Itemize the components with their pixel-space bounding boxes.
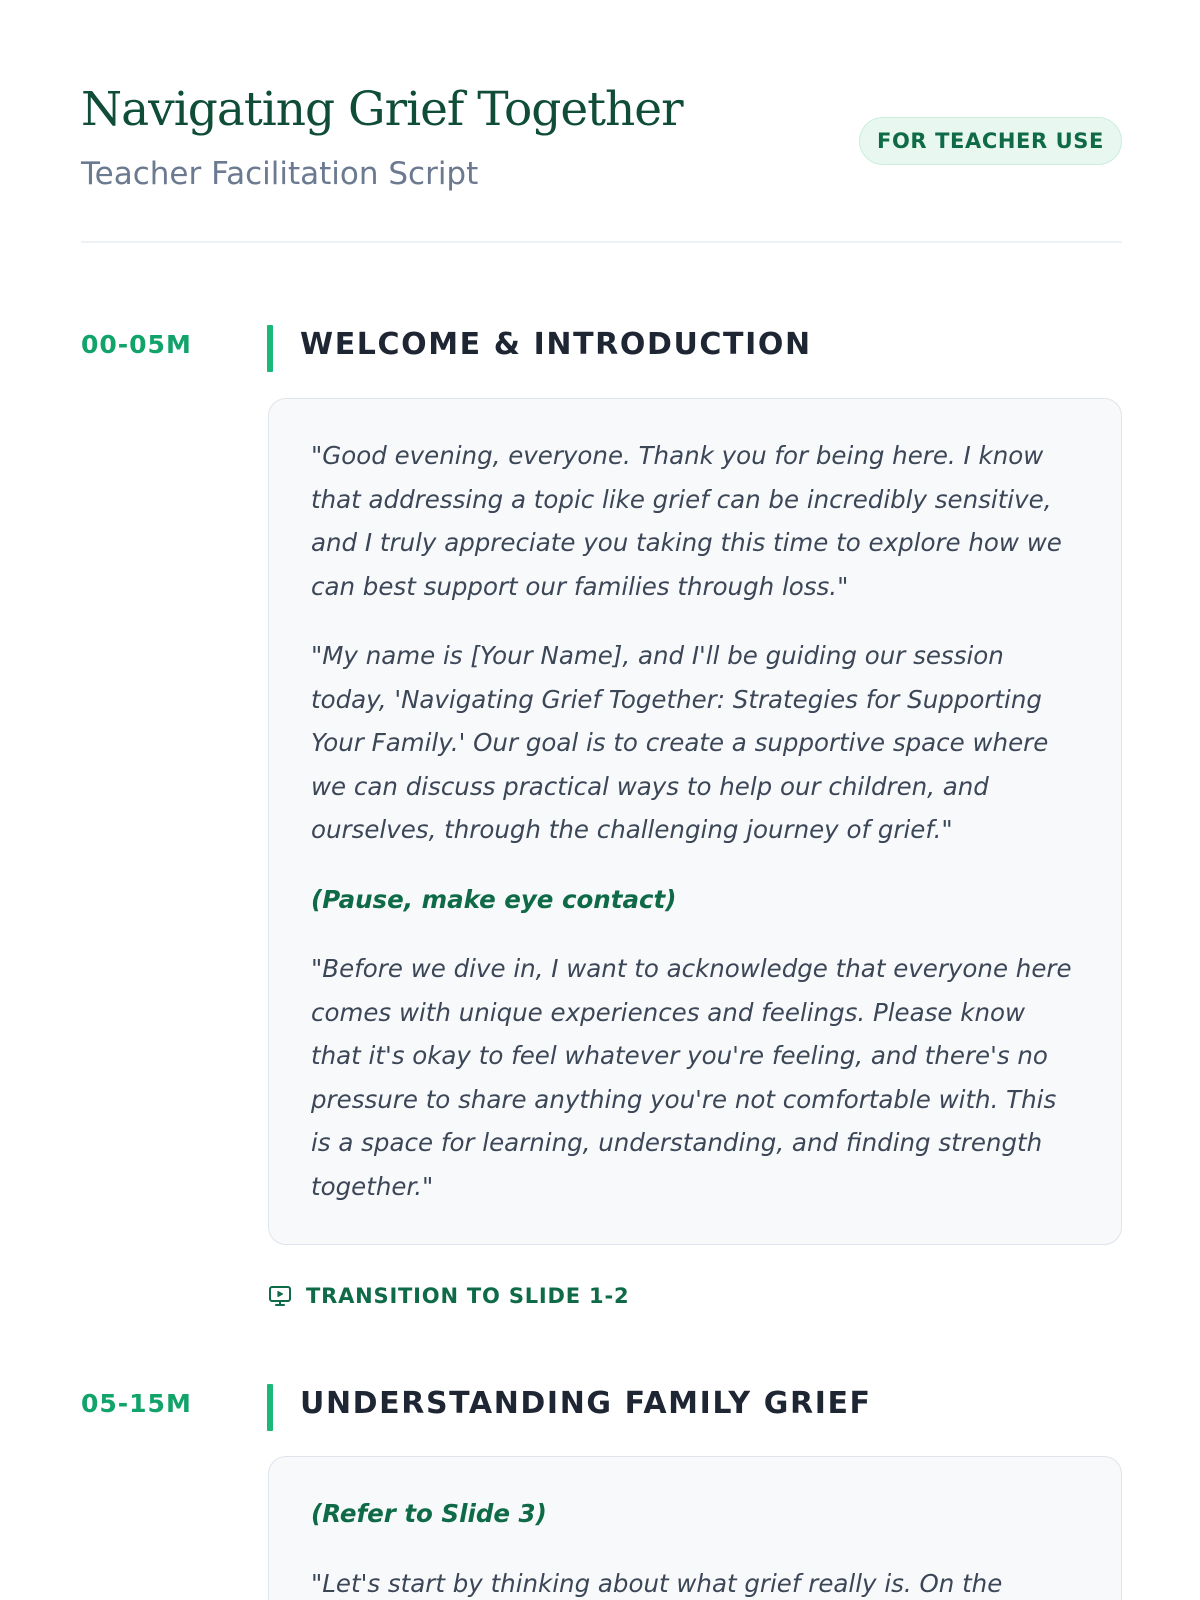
script-page xyxy=(81,0,1122,1598)
presentation-screen-icon xyxy=(268,1284,292,1308)
script-paragraph: "My name is [Your Name], and I'll be guiding our session today, 'Navigating Grief Together: Strategies for Supporting Your Family.' Our goal is to create a supportive space where we can discuss practical ways to help our children, and ourselves, through the challenging journey of grief." xyxy=(311,641,1049,844)
stage-direction: (Refer to Slide 3) xyxy=(311,1499,547,1528)
page-subtitle: Teacher Facilitation Script xyxy=(81,156,479,192)
section-accent-bar xyxy=(267,1384,273,1431)
section-time: 05-15M xyxy=(81,1389,192,1418)
section-title: WELCOME & INTRODUCTION xyxy=(300,327,812,362)
page-title: Navigating Grief Together xyxy=(81,82,683,137)
slide-transition-cue xyxy=(268,1284,629,1308)
stage-direction: (Pause, make eye contact) xyxy=(311,884,677,914)
page-header xyxy=(81,0,1122,243)
script-paragraph: "Good evening, everyone. Thank you for being here. I know that addressing a topic like grief can be incredibly sensitive, and I truly appreciate you taking this time to explore how we can best support our families through loss." xyxy=(311,441,1062,601)
section-time: 00-05M xyxy=(81,330,192,359)
section-accent-bar xyxy=(267,325,273,372)
script-paragraph: "Before we dive in, I want to acknowledge that everyone here comes with unique experiences and feelings. Please know that it's okay to feel whatever you're feeling, and there's no pressure to share anything you're not comfortable with. This is a space for learning, understanding, and finding strength together." xyxy=(311,954,1072,1201)
transition-label: TRANSITION TO SLIDE 1-2 xyxy=(306,1284,630,1308)
script-card xyxy=(268,1456,1122,1600)
script-card xyxy=(268,398,1122,1245)
section-title: UNDERSTANDING FAMILY GRIEF xyxy=(300,1386,872,1421)
script-paragraph: "Let's start by thinking about what grief really is. On the xyxy=(311,1568,1003,1598)
teacher-use-badge: FOR TEACHER USE xyxy=(859,117,1122,165)
